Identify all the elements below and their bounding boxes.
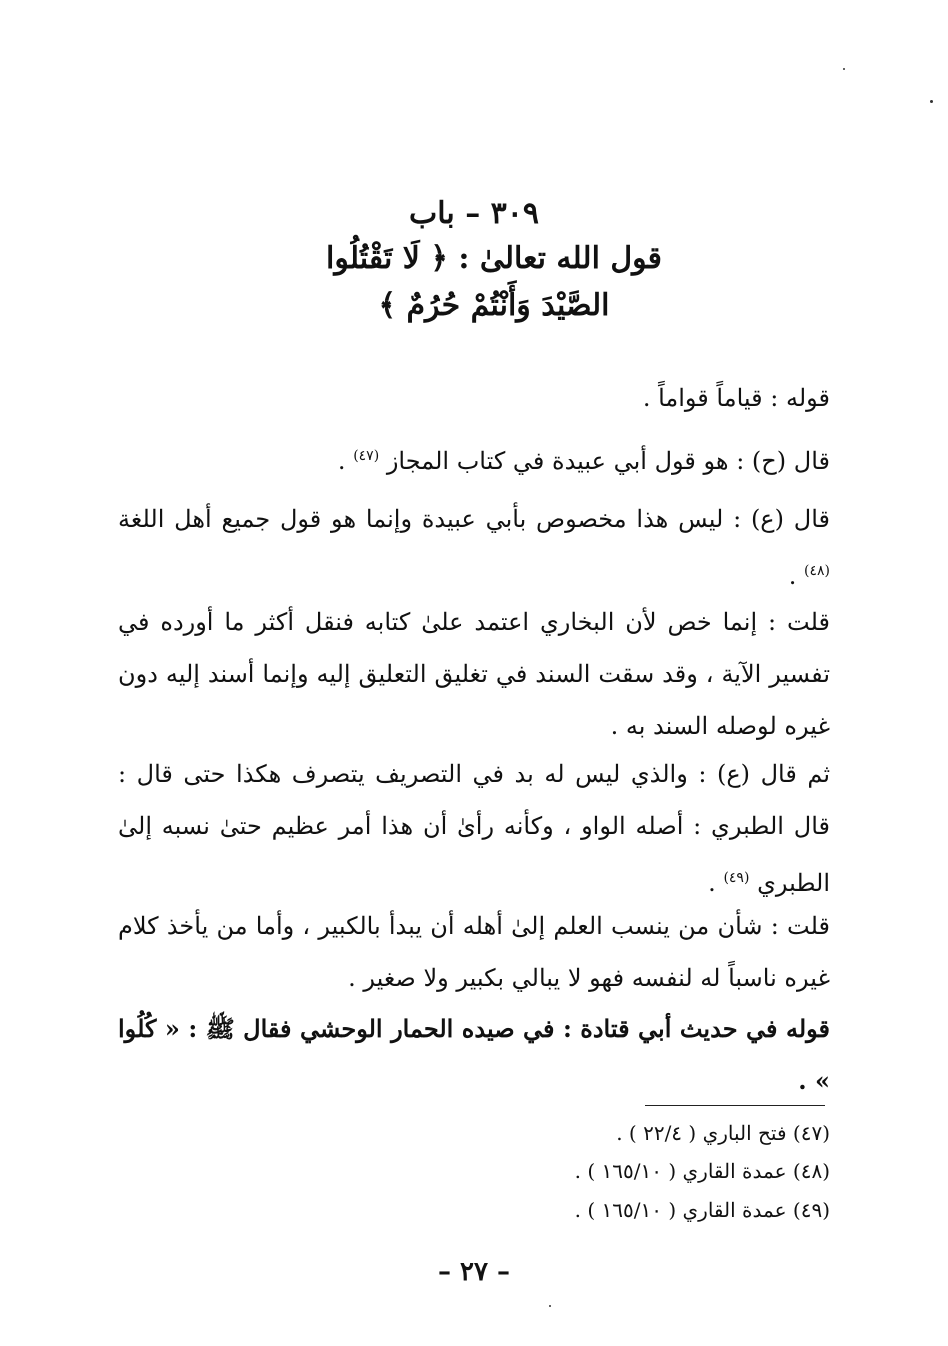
paragraph [118,430,830,487]
footnote-number: (٤٧) [792,1121,830,1145]
footnote-number: (٤٩) [792,1198,830,1222]
paragraph-end: . [708,869,724,897]
footnote-divider [645,1105,825,1106]
paragraph-text: قال (ع) : ليس هذا مخصوص بأبي عبيدة وإنما هو قول جميع أهل اللغة [118,505,830,533]
paragraph [118,1003,830,1107]
footnote-number: (٤٨) [792,1159,830,1183]
paragraph-end: . [337,447,354,475]
footnote-text: عمدة القاري ( ١٦٥/١٠ ) . [574,1198,787,1222]
paragraph [118,748,830,909]
scan-speck [549,1305,551,1307]
footnote-marker: (٤٨) [804,563,830,579]
scan-speck [843,68,845,70]
paragraph [118,596,830,752]
scan-speck [930,100,933,103]
chapter-title-line-1: قول الله تعالىٰ : ﴿ لَا تَقْتُلُوا [325,241,662,276]
footnote-marker: (٤٧) [353,448,380,464]
footnote-text: عمدة القاري ( ١٦٥/١٠ ) . [574,1159,787,1183]
paragraph-text: قال (ح) : هو قول أبي عبيدة في كتاب المجاز [386,447,830,475]
paragraph-text: قوله : قياماً قواماً . [642,384,830,412]
paragraph [118,493,830,602]
paragraph [118,372,830,424]
footnote-text: فتح الباري ( ٢٢/٤ ) . [616,1121,787,1145]
chapter-title-line-2: الصَّيْدَ وَأَنْتُمْ حُرُمٌ ﴾ [378,288,610,323]
paragraph-end: . [788,562,805,590]
chapter-number: ٣٠٩ – باب [409,196,539,231]
paragraph-text: قلت : إنما خص لأن البخاري اعتمد علىٰ كتابه فنقل أكثر ما أورده في تفسير الآية ، وقد سقت السند في تغليق التعليق إليه وإنما أسند إليه دون غيره لوصله السند به . [118,608,830,740]
page-number: – ٢٧ – [437,1257,511,1287]
footnote [575,1197,830,1223]
footnote [575,1158,830,1184]
paragraph [118,900,830,1004]
paragraph-text: ثم قال (ع) : والذي ليس له بد في التصريف يتصرف هكذا حتى قال : قال الطبري : أصله الواو ، وكأنه رأىٰ أن هذا أمر عظيم حتىٰ نسبه إلىٰ الطبري [118,760,830,897]
footnote-marker: (٤٩) [723,870,750,886]
footnote [616,1120,830,1146]
paragraph-text: قوله في حديث أبي قتادة : في صيده الحمار الوحشي فقال ﷺ : « كُلُوا » . [118,1014,830,1095]
paragraph-text: قلت : شأن من ينسب العلم إلىٰ أهله أن يبدأ بالكبير ، وأما من يأخذ كلام غيره ناسباً له لنفسه فهو لا يبالي بكبير ولا صغير . [118,912,830,992]
